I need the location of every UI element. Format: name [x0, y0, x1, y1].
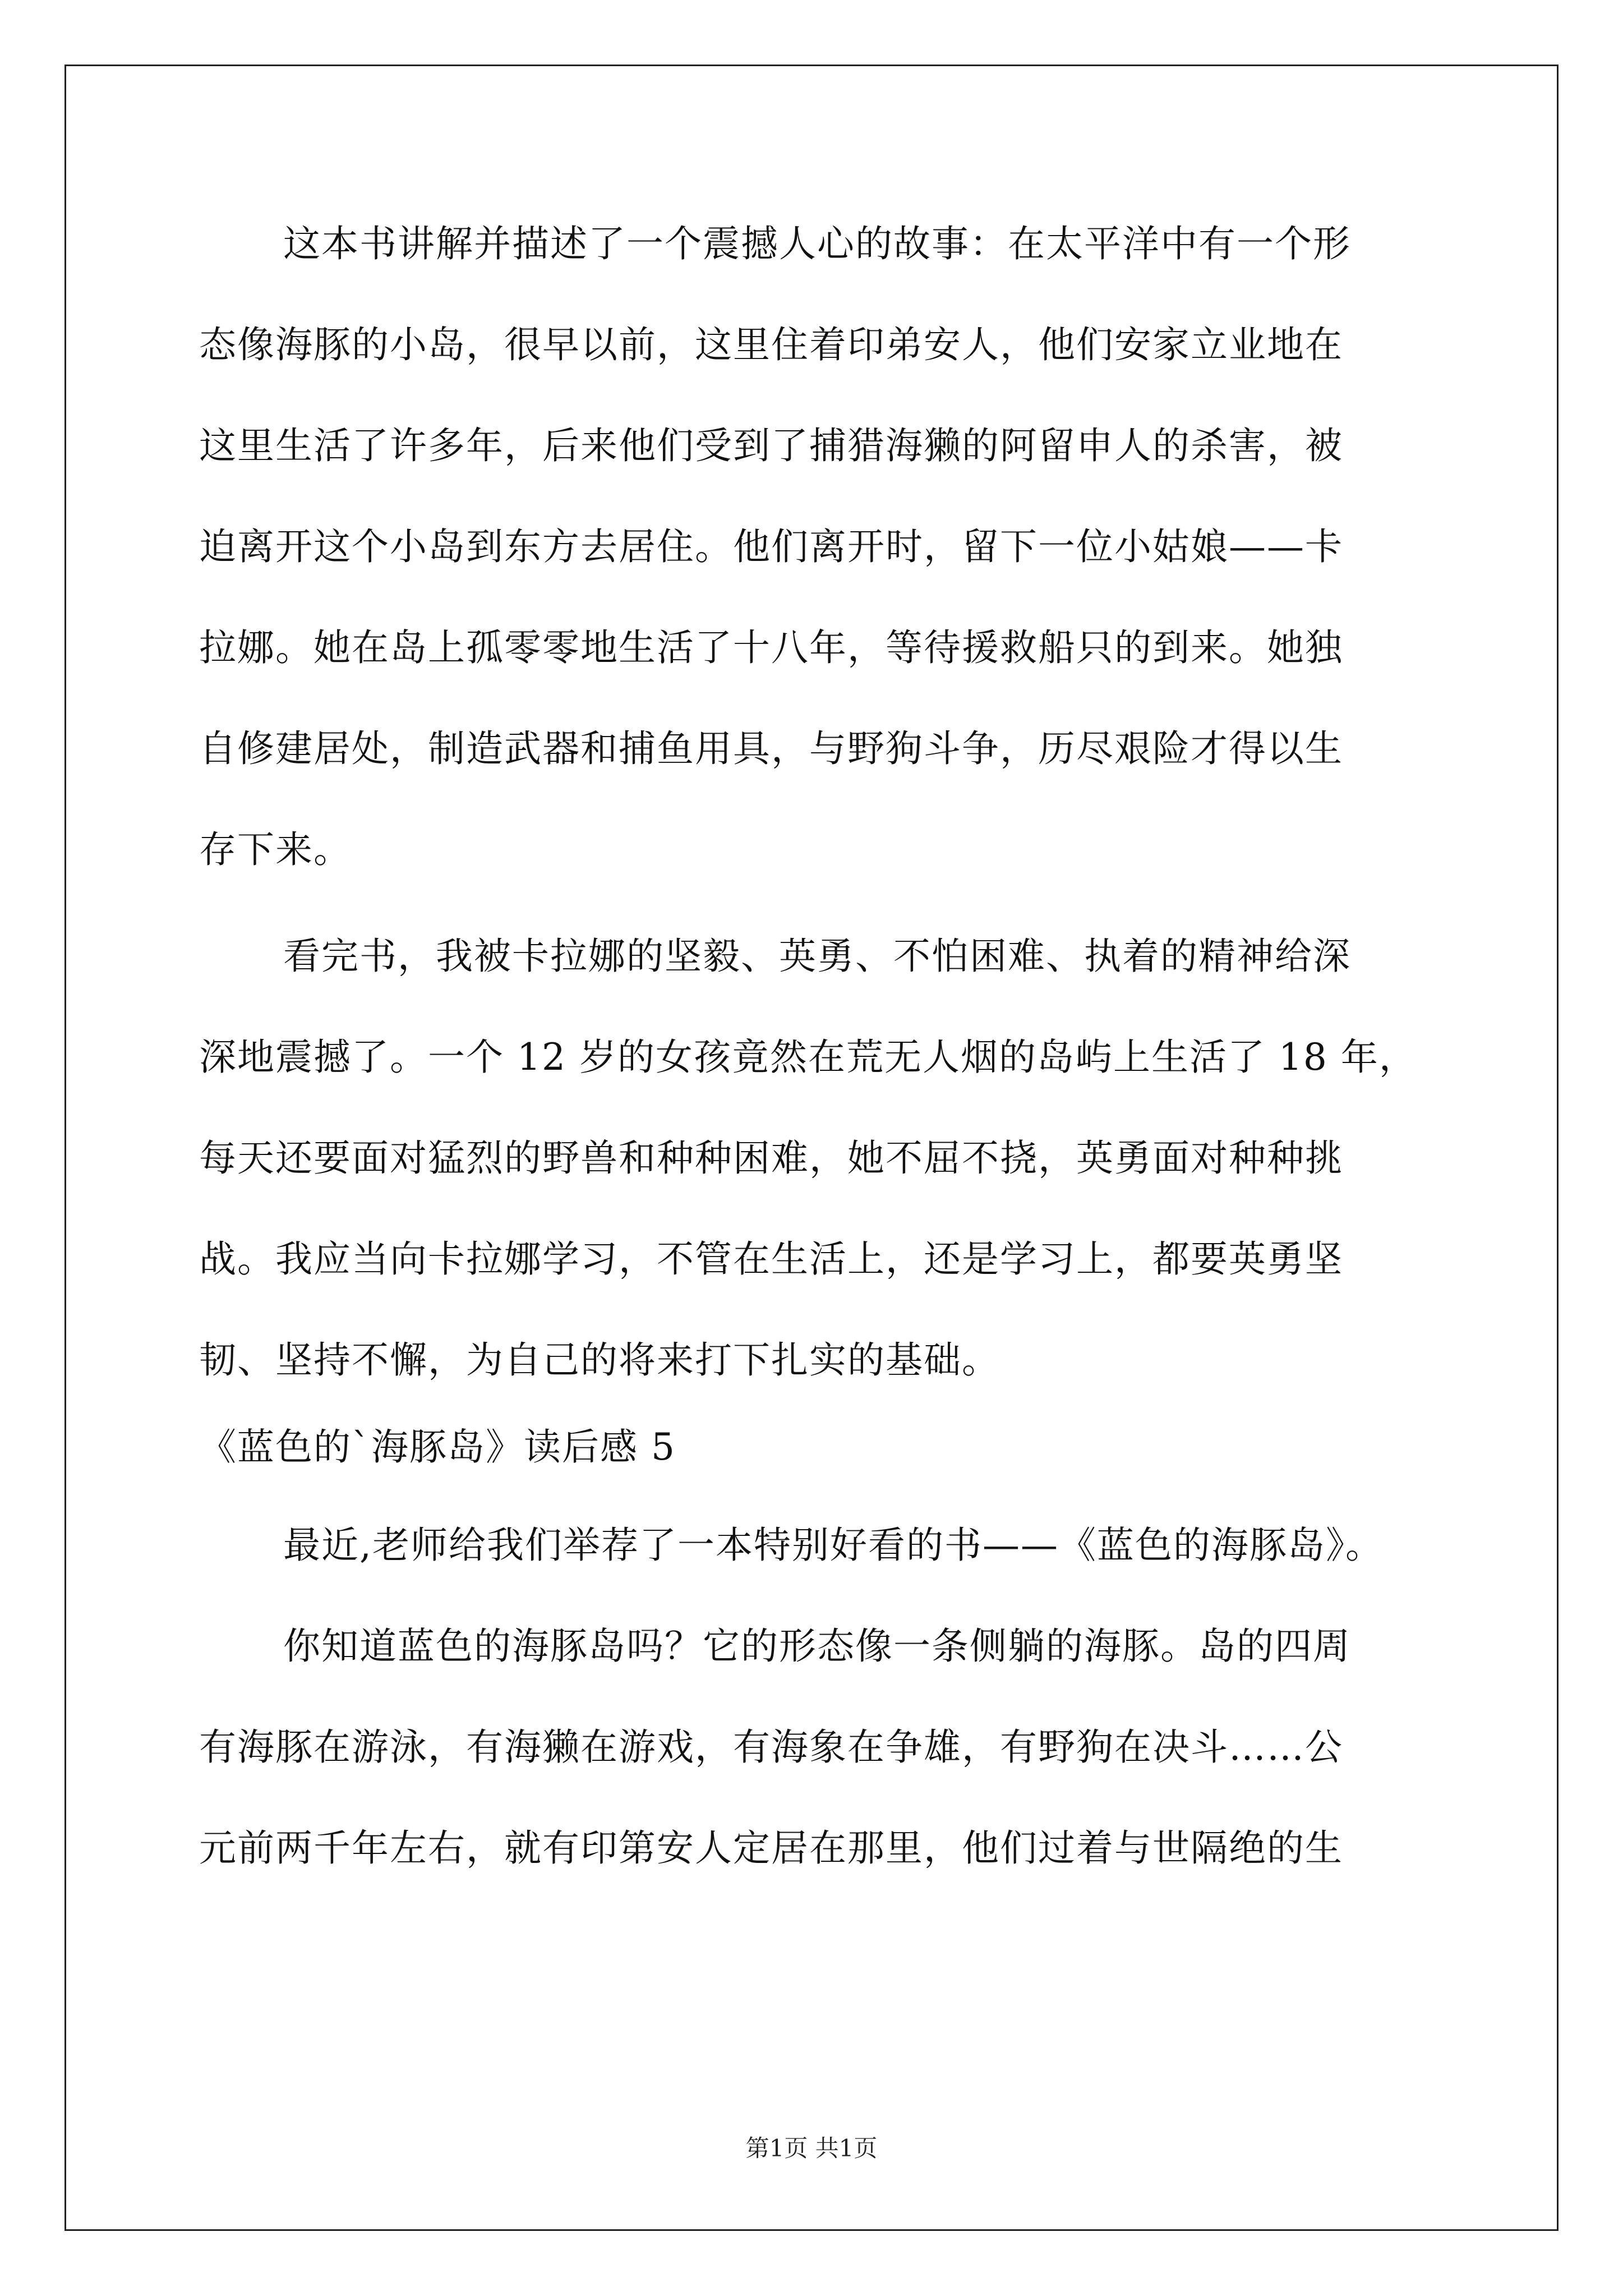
paragraph-line: 这里生活了许多年，后来他们受到了捕猎海獭的阿留申人的杀害，被 — [199, 424, 1343, 467]
section-heading: 《蓝色的`海豚岛》读后感 5 — [199, 1425, 676, 1469]
paragraph-line: 拉娜。她在岛上孤零零地生活了十八年，等待援救船只的到来。她独 — [199, 626, 1343, 669]
paragraph-line: 深地震撼了。一个 12 岁的女孩竟然在荒无人烟的岛屿上生活了 18 年， — [199, 1036, 1417, 1079]
paragraph-line: 每天还要面对猛烈的野兽和种种困难，她不屈不挠，英勇面对种种挑 — [199, 1137, 1343, 1180]
paragraph-line: 自修建居处，制造武器和捕鱼用具，与野狗斗争，历尽艰险才得以生 — [199, 727, 1343, 770]
paragraph-line: 这本书讲解并描述了一个震撼人心的故事：在太平洋中有一个形 — [283, 222, 1351, 265]
paragraph-line: 态像海豚的小岛，很早以前，这里住着印弟安人，他们安家立业地在 — [199, 323, 1343, 366]
paragraph-line: 元前两千年左右，就有印第安人定居在那里，他们过着与世隔绝的生 — [199, 1826, 1343, 1870]
page-footer: 第1页 共1页 — [745, 2134, 878, 2162]
paragraph-line: 看完书，我被卡拉娜的坚毅、英勇、不怕困难、执着的精神给深 — [283, 935, 1351, 978]
paragraph-line: 你知道蓝色的海豚岛吗？它的形态像一条侧躺的海豚。岛的四周 — [283, 1625, 1351, 1668]
paragraph-line: 韧、坚持不懈，为自己的将来打下扎实的基础。 — [199, 1338, 1000, 1382]
paragraph-line: 最近,老师给我们举荐了一本特别好看的书——《蓝色的海豚岛》。 — [283, 1524, 1384, 1567]
paragraph-line: 有海豚在游泳，有海獭在游戏，有海象在争雄，有野狗在决斗……公 — [199, 1726, 1343, 1769]
paragraph-line: 战。我应当向卡拉娜学习，不管在生活上，还是学习上，都要英勇坚 — [199, 1237, 1343, 1281]
paragraph-line: 迫离开这个小岛到东方去居住。他们离开时，留下一位小姑娘——卡 — [199, 525, 1343, 568]
paragraph-line: 存下来。 — [199, 828, 352, 871]
